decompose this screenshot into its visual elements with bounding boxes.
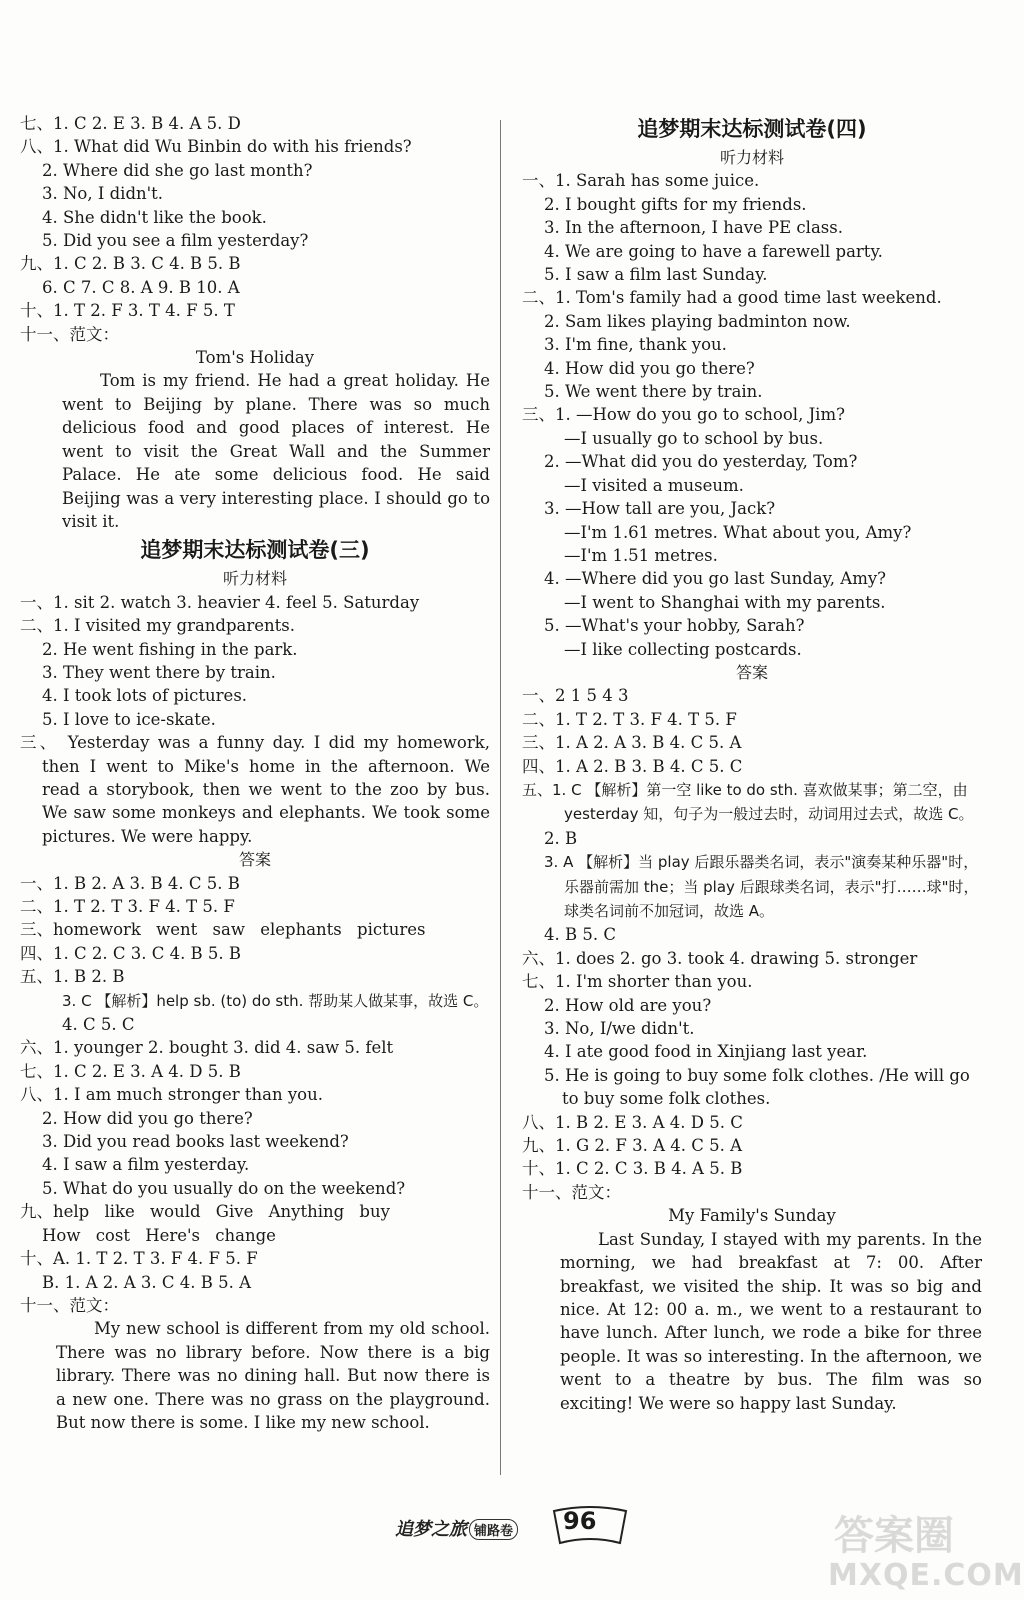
answers-heading: 答案: [735, 662, 768, 682]
essay-title: My Family's Sunday: [668, 1206, 836, 1226]
answer-line: 5. We went there by train.: [544, 382, 763, 402]
answer-line: 4. C 5. C: [62, 1015, 135, 1035]
answer-line: 七、1. C 2. E 3. A 4. D 5. B: [20, 1061, 241, 1081]
dialogue-line: 5. —What's your hobby, Sarah?: [544, 616, 805, 636]
answer-line: 3. They went there by train.: [42, 662, 276, 682]
answer-line: 二、1. I visited my grandparents.: [20, 616, 296, 636]
answer-line: 2. Where did she go last month?: [42, 160, 313, 180]
answer-line: 2. Sam likes playing badminton now.: [544, 311, 851, 331]
answer-line: 九、1. G 2. F 3. A 4. C 5. A: [522, 1136, 743, 1156]
answer-line: 十、1. T 2. F 3. T 4. F 5. T: [20, 301, 235, 321]
answer-line: 一、1. Sarah has some juice.: [522, 171, 760, 191]
answer-line: 二、1. T 2. T 3. F 4. T 5. F: [20, 897, 235, 916]
column-divider: [500, 120, 501, 1475]
answer-line: 5. He is going to buy some folk clothes. /He will go to buy some folk clothes.: [544, 1065, 970, 1109]
watermark-url: MXQE.COM: [828, 1558, 1024, 1593]
answer-explanation: [522, 778, 982, 827]
answer-line: 六、1. younger 2. bought 3. did 4. saw 5. felt: [20, 1038, 394, 1058]
dialogue-line: 2. —What did you do yesterday, Tom?: [544, 452, 858, 472]
answer-line: 二、1. Tom's family had a good time last weekend.: [522, 288, 942, 308]
answer-line: 6. C 7. C 8. A 9. B 10. A: [42, 277, 240, 297]
answer-line: 5. I love to ice-skate.: [42, 709, 216, 729]
dialogue-line: —I'm 1.61 metres. What about you, Amy?: [564, 522, 912, 542]
answer-line: B. 1. A 2. A 3. C 4. B 5. A: [42, 1272, 252, 1292]
essay-paragraph: Tom is my friend. He had a great holiday. He went to Beijing by plane. There was so much delicious food and good places of interest. He went to visit the Great Wall and the Summer Palace. He ate some delicious food. He said Beijing was a very interesting place. I should go to visit it.: [62, 371, 490, 531]
dialogue-line: —I went to Shanghai with my parents.: [564, 592, 886, 612]
test-title: 追梦期末达标测试卷(三): [140, 538, 370, 563]
dialogue-line: 3. —How tall are you, Jack?: [544, 499, 776, 519]
answer-line: 3. I'm fine, thank you.: [544, 335, 727, 355]
answer-explanation: [20, 989, 490, 1013]
answer-explanation: [522, 850, 982, 923]
answer-line: 九、help like would Give Anything buy: [20, 1202, 390, 1222]
dialogue-line: —I usually go to school by bus.: [564, 428, 824, 448]
essay-paragraph: My new school is different from my old school. There was no library before. Now there is a big library. There was no dining hall. But now there is a new one. There was no grass on the playground. But now there is some. I like my new school.: [56, 1319, 490, 1432]
answer-line: 3. Did you read books last weekend?: [42, 1132, 349, 1152]
brand-logo: [395, 1515, 518, 1541]
logo-text: 追梦之旅: [395, 1519, 467, 1540]
answer-line: 四、1. A 2. B 3. B 4. C 5. C: [522, 756, 743, 776]
answer-line: 2. How old are you?: [544, 995, 712, 1015]
answer-line: 五、1. B 2. B: [20, 967, 125, 987]
answer-line: 七、1. I'm shorter than you.: [522, 972, 753, 992]
answer-line: 七、1. C 2. E 3. B 4. A 5. D: [20, 114, 241, 133]
answer-line: How cost Here's change: [42, 1225, 276, 1245]
listening-passage: 三、 Yesterday was a funny day. I did my homework, then I went to Mike's home in the afternoon. We read a storybook, then we went to the zoo by bus. We saw some monkeys and elephants. We took some pictures. We were happy.: [20, 733, 490, 846]
answer-line: 四、1. C 2. C 3. C 4. B 5. B: [20, 943, 242, 963]
answer-line: 一、1. sit 2. watch 3. heavier 4. feel 5. Saturday: [20, 592, 420, 612]
essay-paragraph: Last Sunday, I stayed with my parents. In the morning, we had breakfast at 7: 00. After breakfast, we visited the ship. It was so big and nice. At 12: 00 a. m., we went to a restaurant to have lunch. After lunch, we rode a bike for three people. It was so interesting. In the afternoon, we went to a theatre by bus. The film was so exciting! We were so happy last Sunday.: [560, 1229, 982, 1413]
answers-heading: 答案: [238, 850, 271, 870]
answer-line: 六、1. does 2. go 3. took 4. drawing 5. stronger: [522, 948, 918, 968]
dialogue-line: 三、1. —How do you go to school, Jim?: [522, 405, 845, 425]
answer-line: 2. He went fishing in the park.: [42, 639, 298, 659]
logo-badge: 铺路卷: [469, 1519, 518, 1540]
test-title: 追梦期末达标测试卷(四): [637, 117, 867, 141]
answer-line: 二、1. T 2. T 3. F 4. T 5. F: [522, 709, 737, 729]
watermark: [820, 1500, 1024, 1595]
answer-line: 3. In the afternoon, I have PE class.: [544, 218, 843, 238]
answer-line: 4. We are going to have a farewell party.: [544, 241, 883, 261]
answer-line: 2. How did you go there?: [42, 1108, 253, 1128]
answer-line: 4. She didn't like the book.: [42, 207, 267, 227]
answer-line: 4. I saw a film yesterday.: [42, 1155, 250, 1175]
answer-line: 十、1. C 2. C 3. B 4. A 5. B: [522, 1159, 743, 1179]
watermark-cn: 答案圈: [834, 1513, 954, 1559]
listening-heading: 听力材料: [222, 569, 287, 589]
dialogue-line: —I'm 1.51 metres.: [564, 545, 718, 565]
dialogue-line: —I like collecting postcards.: [564, 639, 802, 659]
explanation-text: 五、1. C 【解析】第一空 like to do sth. 喜欢做某事；第二空，由 yesterday 知，句子为一般过去时，动词用过去式，故选 C。: [522, 780, 974, 824]
left-column: [20, 112, 490, 1434]
answer-line: 十一、范文：: [20, 324, 119, 344]
answer-line: 2. B: [544, 828, 578, 848]
listening-heading: 听力材料: [719, 148, 784, 167]
dialogue-line: 4. —Where did you go last Sunday, Amy?: [544, 569, 887, 589]
answer-line: 十一、范文：: [522, 1182, 621, 1202]
answer-line: 一、2 1 5 4 3: [522, 686, 629, 706]
answer-line: 4. I ate good food in Xinjiang last year.: [544, 1042, 868, 1062]
answer-line: 八、1. B 2. E 3. A 4. D 5. C: [522, 1112, 743, 1132]
answer-line: 一、1. B 2. A 3. B 4. C 5. B: [20, 873, 240, 893]
answer-line: 5. I saw a film last Sunday.: [544, 265, 768, 285]
answer-line: 4. B 5. C: [544, 925, 616, 945]
explanation-text: 3. C 【解析】help sb. (to) do sth. 帮助某人做某事，故选 C。: [62, 991, 489, 1010]
answer-line: 4. How did you go there?: [544, 358, 755, 378]
explanation-text: 3. A 【解析】当 play 后跟乐器类名词，表示"演奏某种乐器"时，乐器前需加 the；当 play 后跟球类名词，表示"打……球"时，球类名词前不加冠词，故选 A。: [544, 853, 979, 920]
answer-line: 5. Did you see a film yesterday?: [42, 231, 309, 251]
answer-line: 3. No, I didn't.: [42, 184, 164, 204]
answer-line: 三、1. A 2. A 3. B 4. C 5. A: [522, 733, 742, 753]
answer-line: 十、A. 1. T 2. T 3. F 4. F 5. F: [20, 1249, 258, 1269]
essay-title: Tom's Holiday: [195, 348, 315, 368]
answer-line: 2. I bought gifts for my friends.: [544, 194, 807, 214]
answer-line: 3. No, I/we didn't.: [544, 1019, 695, 1039]
answer-line: 三、homework went saw elephants pictures: [20, 920, 426, 940]
answer-line: 八、1. I am much stronger than you.: [20, 1085, 323, 1105]
right-column: [522, 112, 982, 1415]
answer-line: 九、1. C 2. B 3. C 4. B 5. B: [20, 254, 241, 274]
answer-line: 4. I took lots of pictures.: [42, 686, 248, 706]
answer-line: 八、1. What did Wu Binbin do with his friends?: [20, 137, 412, 157]
page-number: 96: [563, 1507, 597, 1535]
answer-line: 5. What do you usually do on the weekend?: [42, 1178, 406, 1198]
dialogue-line: —I visited a museum.: [564, 475, 744, 495]
answer-line: 十一、范文：: [20, 1295, 119, 1315]
